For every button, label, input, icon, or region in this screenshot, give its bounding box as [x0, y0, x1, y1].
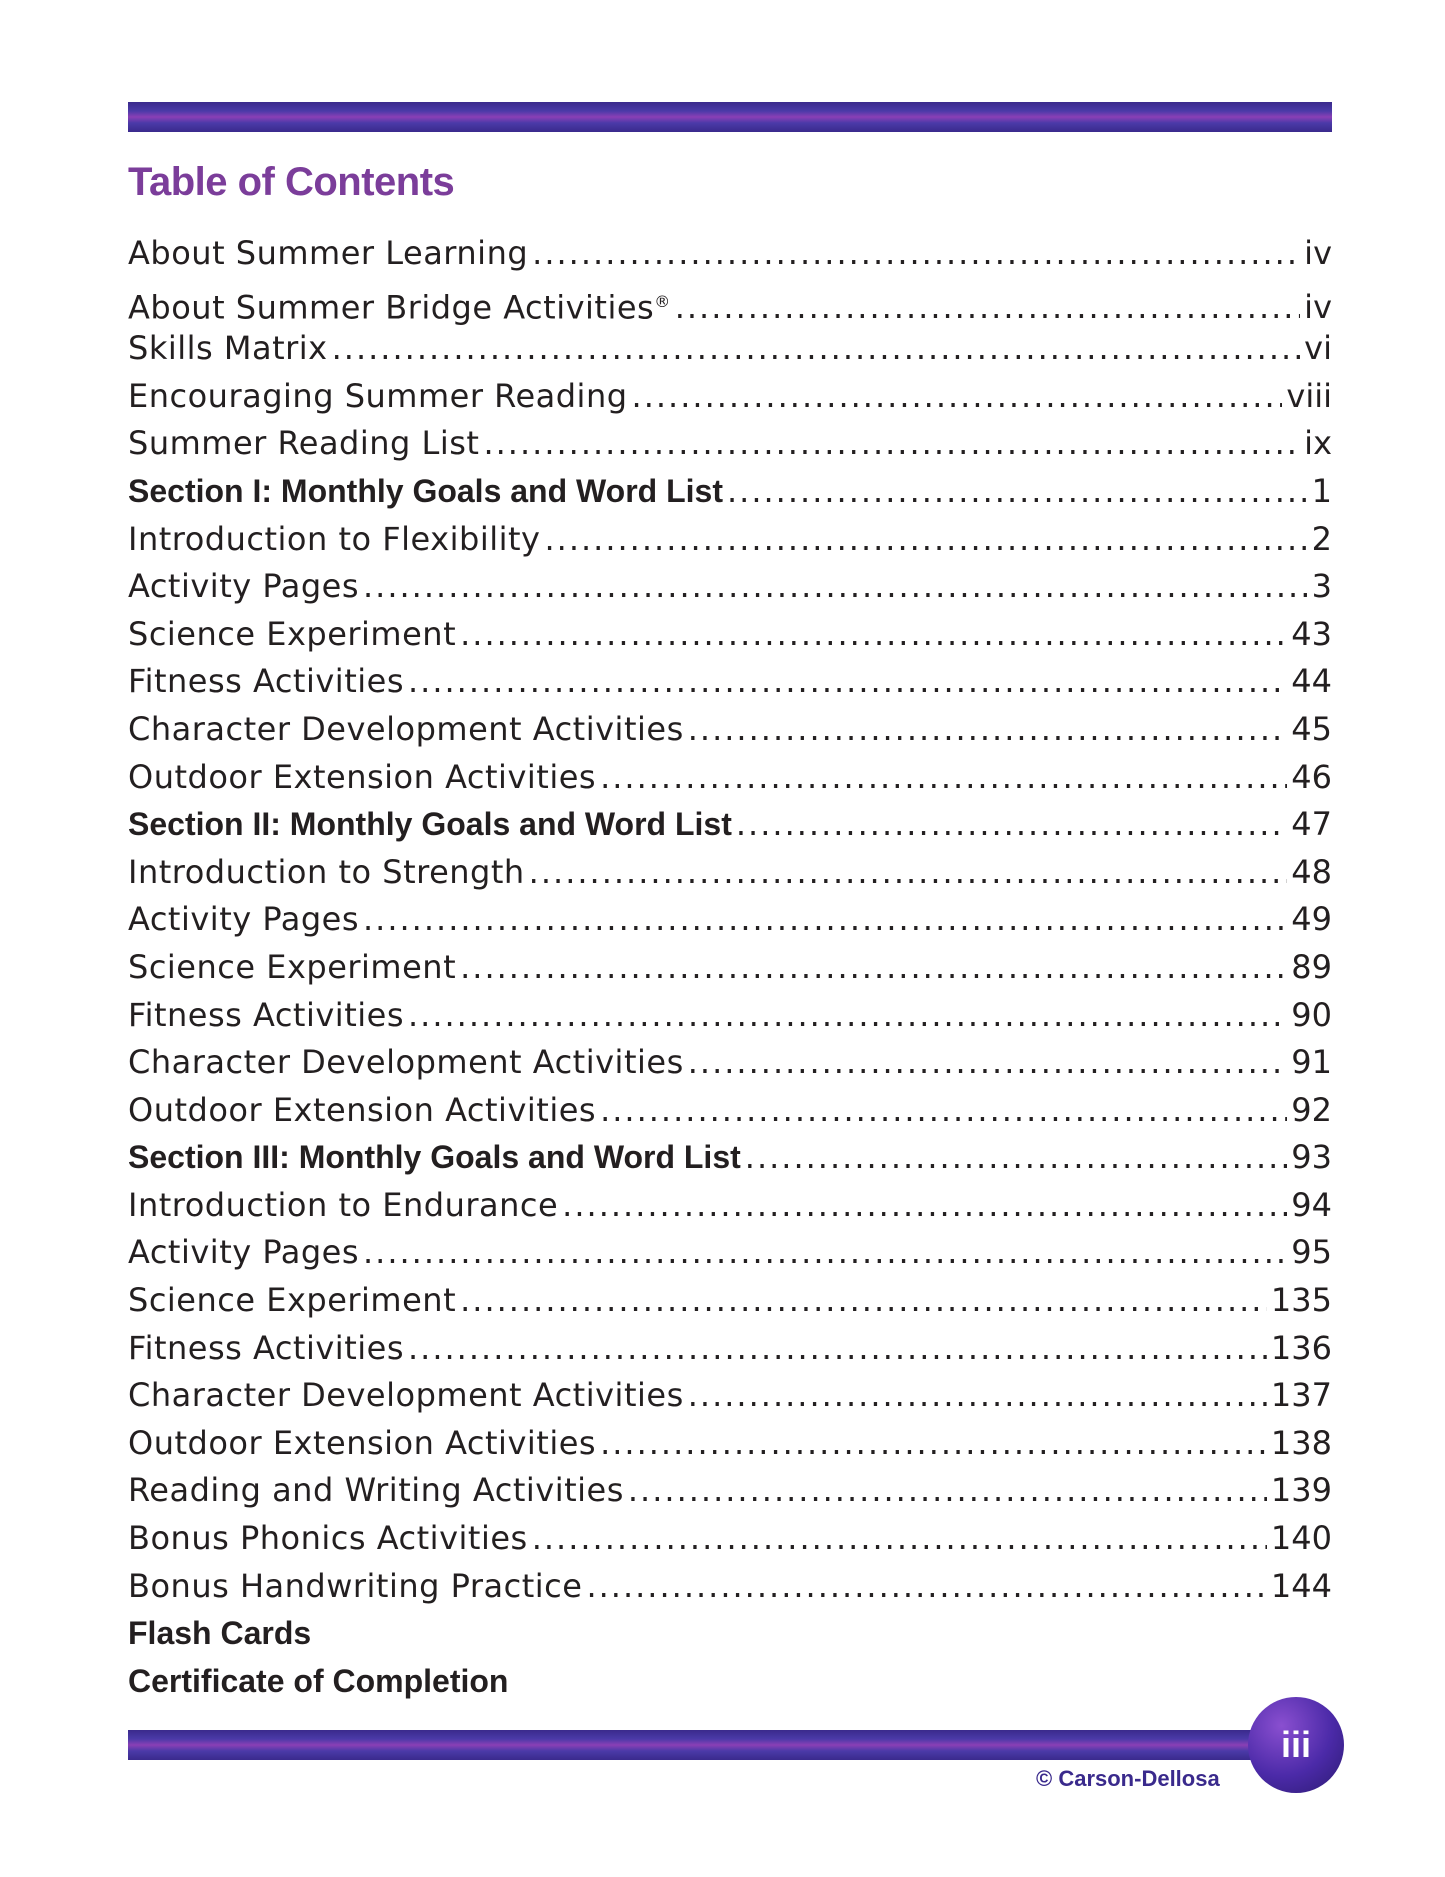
toc-page-number: viii [1286, 376, 1332, 415]
toc-entry-label-text: Outdoor Extension Activities [128, 1423, 597, 1462]
toc-entry-label [128, 1039, 684, 1087]
toc-entry-label-text: Outdoor Extension Activities [128, 1090, 597, 1129]
toc-entry-label-text: Character Development Activities [128, 709, 684, 748]
toc-entry-label [128, 1087, 596, 1135]
toc-entry [128, 1467, 1332, 1515]
toc-entry-label [128, 1610, 311, 1658]
dot-leader [363, 896, 1287, 944]
footer-band [128, 1730, 1332, 1760]
toc-entry-label [128, 373, 628, 421]
dot-leader [562, 1182, 1287, 1230]
toc-entry [128, 1563, 1332, 1611]
toc-section-entry [128, 1658, 1332, 1706]
toc-page-number: 43 [1291, 614, 1332, 653]
toc-entry-label [128, 992, 404, 1040]
page-number-badge: iii [1248, 1697, 1344, 1793]
toc-page-number: 3 [1311, 567, 1332, 606]
toc-entry [128, 1182, 1332, 1230]
toc-entry-label [128, 1563, 582, 1611]
dot-leader [532, 1515, 1267, 1563]
dot-leader [460, 944, 1287, 992]
toc-entry-label-text: Activity Pages [128, 567, 359, 606]
toc-section-entry [128, 1134, 1332, 1182]
toc-page-number: 144 [1270, 1566, 1332, 1605]
toc-entry [128, 1229, 1332, 1277]
page-title: Table of Contents [128, 160, 455, 204]
toc-entry-label [128, 420, 479, 468]
toc-entry [128, 1420, 1332, 1468]
toc-entry-label-text: Fitness Activities [128, 995, 404, 1034]
toc-entry-label-text: Encouraging Summer Reading [128, 376, 628, 415]
dot-leader [408, 992, 1287, 1040]
toc-page-number: 1 [1311, 471, 1332, 510]
toc-page-number: 94 [1291, 1185, 1332, 1224]
toc-entry-label-text: Bonus Handwriting Practice [128, 1566, 583, 1605]
toc-entry [128, 658, 1332, 706]
toc-entry-label [128, 1467, 624, 1515]
toc-entry [128, 706, 1332, 754]
toc-entry [128, 1372, 1332, 1420]
toc-entry-label [128, 278, 671, 332]
dot-leader [408, 658, 1287, 706]
toc-page-number: 95 [1291, 1233, 1332, 1272]
dot-leader [600, 1420, 1267, 1468]
toc-section-entry [128, 801, 1332, 849]
dot-leader [628, 1467, 1267, 1515]
toc-entry-label-text: Introduction to Flexibility [128, 519, 541, 558]
toc-entry-label [128, 230, 528, 278]
toc-page-number: 49 [1291, 900, 1332, 939]
toc-entry [128, 563, 1332, 611]
toc-entry-label-text: Reading and Writing Activities [128, 1471, 624, 1510]
toc-page-number: 47 [1291, 805, 1332, 844]
dot-leader [688, 1039, 1288, 1087]
toc-entry-label [128, 563, 359, 611]
table-of-contents [128, 230, 1332, 1705]
toc-section-entry [128, 468, 1332, 516]
toc-entry [128, 849, 1332, 897]
toc-entry-label-text: Section II: Monthly Goals and Word List [128, 806, 732, 843]
toc-entry-label-text: Character Development Activities [128, 1043, 684, 1082]
toc-entry-label-text: Character Development Activities [128, 1376, 684, 1415]
toc-page-number: 90 [1291, 995, 1332, 1034]
toc-page-number: 2 [1311, 519, 1332, 558]
toc-entry [128, 325, 1332, 373]
toc-entry [128, 1277, 1332, 1325]
toc-entry-label-text: Science Experiment [128, 1281, 457, 1320]
toc-page-number: 92 [1291, 1090, 1332, 1129]
toc-entry-label-text: Section III: Monthly Goals and Word List [128, 1139, 741, 1176]
dot-leader [727, 468, 1308, 516]
toc-entry [128, 1325, 1332, 1373]
toc-entry-label [128, 1372, 684, 1420]
toc-entry [128, 992, 1332, 1040]
toc-entry-label-text: About Summer Learning [128, 234, 529, 272]
toc-entry-label-text: Science Experiment [128, 947, 457, 986]
toc-page-number: 45 [1291, 709, 1332, 748]
toc-entry-label [128, 801, 732, 849]
dot-leader [332, 325, 1301, 373]
dot-leader [544, 516, 1307, 564]
toc-entry-label [128, 516, 540, 564]
toc-entry [128, 896, 1332, 944]
toc-entry-label [128, 468, 723, 516]
toc-entry-label-text: Certificate of Completion [128, 1662, 509, 1699]
toc-entry-label-text: Bonus Phonics Activities [128, 1519, 528, 1558]
toc-entry [128, 944, 1332, 992]
toc-entry-label-text: Summer Reading List [128, 424, 480, 463]
toc-page-number: 89 [1291, 947, 1332, 986]
toc-entry-label [128, 944, 456, 992]
toc-entry-label [128, 849, 525, 897]
toc-page-number: 136 [1270, 1328, 1332, 1367]
dot-leader [529, 849, 1288, 897]
toc-entry-label [128, 896, 359, 944]
toc-entry-label [128, 611, 456, 659]
toc-page-number: 44 [1291, 662, 1332, 701]
toc-entry [128, 1087, 1332, 1135]
toc-page-number: ix [1304, 424, 1332, 463]
toc-entry-label-text: Science Experiment [128, 614, 457, 653]
toc-page-number: iv [1304, 288, 1332, 327]
toc-entry-label [128, 754, 596, 802]
toc-page-number: vi [1304, 329, 1332, 368]
toc-entry-label-text: Fitness Activities [128, 1328, 404, 1367]
dot-leader [586, 1563, 1266, 1611]
toc-entry-label [128, 1277, 456, 1325]
dot-leader [363, 1229, 1287, 1277]
toc-page-number: 93 [1291, 1138, 1332, 1177]
toc-entry-label-text: Activity Pages [128, 900, 359, 939]
toc-entry-label-text: Flash Cards [128, 1615, 312, 1652]
dot-leader [460, 611, 1287, 659]
dot-leader [688, 1372, 1267, 1420]
toc-entry [128, 230, 1332, 278]
toc-page-number: iv [1304, 234, 1332, 272]
toc-entry [128, 373, 1332, 421]
dot-leader [745, 1134, 1288, 1182]
dot-leader [460, 1277, 1267, 1325]
registered-mark: ® [654, 291, 671, 311]
toc-entry-label [128, 658, 404, 706]
dot-leader [408, 1325, 1267, 1373]
toc-entry-label [128, 1658, 508, 1706]
toc-entry [128, 754, 1332, 802]
toc-entry-label-text: Introduction to Endurance [128, 1185, 559, 1224]
toc-entry-label [128, 1229, 359, 1277]
toc-entry-label [128, 1420, 596, 1468]
toc-entry [128, 611, 1332, 659]
toc-page-number: 140 [1270, 1519, 1332, 1558]
toc-entry-label-text: Section I: Monthly Goals and Word List [128, 472, 723, 509]
toc-section-entry [128, 1610, 1332, 1658]
toc-entry-label [128, 1182, 558, 1230]
toc-entry [128, 278, 1332, 326]
toc-entry-label [128, 1515, 528, 1563]
dot-leader [688, 706, 1288, 754]
toc-entry-label-text: Fitness Activities [128, 662, 404, 701]
toc-page-number: 139 [1270, 1471, 1332, 1510]
toc-entry-label-text: Skills Matrix [128, 329, 328, 368]
toc-page-number: 46 [1291, 757, 1332, 796]
toc-entry-label [128, 1325, 404, 1373]
toc-page-number: 91 [1291, 1043, 1332, 1082]
toc-entry-label-text: Outdoor Extension Activities [128, 757, 597, 796]
dot-leader [736, 801, 1287, 849]
toc-entry-label [128, 1134, 741, 1182]
dot-leader [600, 1087, 1287, 1135]
toc-entry [128, 1515, 1332, 1563]
toc-entry-label [128, 325, 328, 373]
dot-leader [600, 754, 1287, 802]
dot-leader [632, 373, 1283, 421]
toc-entry [128, 516, 1332, 564]
toc-page-number: 137 [1270, 1376, 1332, 1415]
header-band [128, 102, 1332, 132]
toc-entry [128, 1039, 1332, 1087]
dot-leader [532, 230, 1300, 278]
toc-entry [128, 420, 1332, 468]
toc-entry-label [128, 706, 684, 754]
dot-leader [483, 420, 1300, 468]
toc-entry-label-text: Activity Pages [128, 1233, 359, 1272]
toc-page-number: 138 [1270, 1423, 1332, 1462]
copyright-text: © Carson-Dellosa [1036, 1766, 1220, 1791]
toc-page-number: 135 [1270, 1281, 1332, 1320]
toc-entry-label-text: Introduction to Strength [128, 852, 525, 891]
dot-leader [363, 563, 1308, 611]
toc-page-number: 48 [1291, 852, 1332, 891]
toc-entry-label-text: About Summer Bridge Activities [128, 288, 655, 327]
